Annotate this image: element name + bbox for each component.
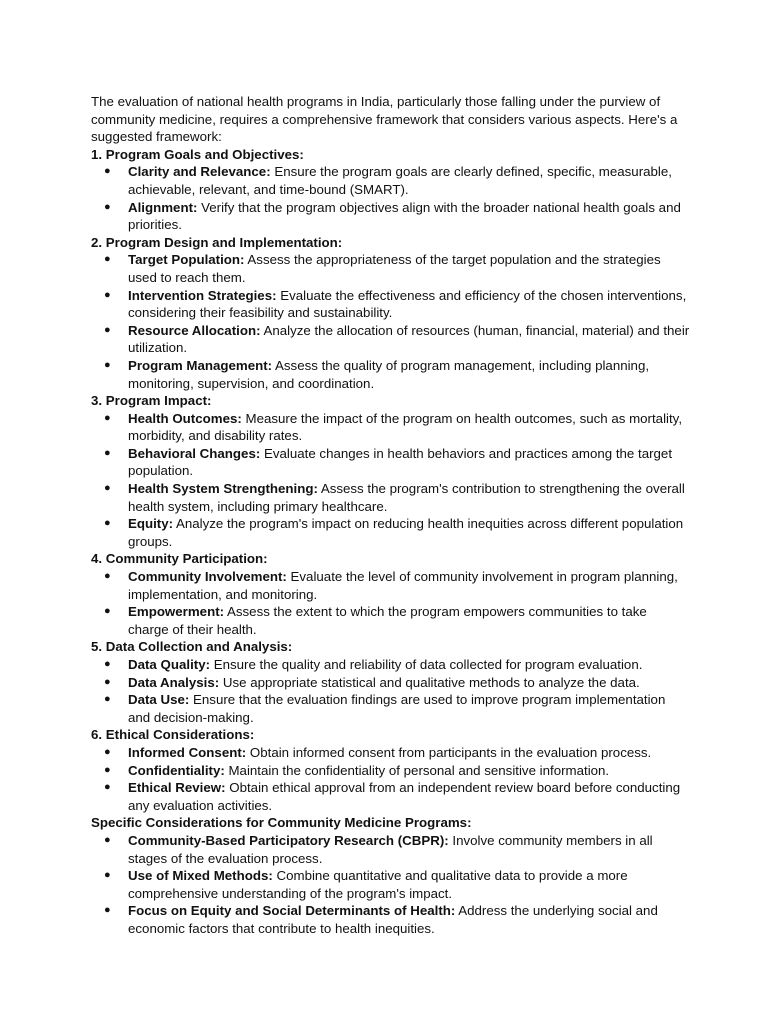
list-item-text: Verify that the program objectives align with the broader national health goals and priorities. [128,199,681,233]
bullet-list [91,568,691,638]
list-item [91,762,691,780]
bullet-list [91,410,691,551]
list-item [91,779,691,814]
list-item-text: Assess the program's contribution to strengthening the overall health system, including primary healthcare. [128,481,685,514]
section-heading: 1. Program Goals and Objectives: [91,146,304,162]
list-item-text: Address the underlying social and economic factors that contribute to health inequities. [128,903,658,936]
list-item-text: Analyze the program's impact on reducing health inequities across different population groups. [128,516,684,549]
list-item-text: Use appropriate statistical and qualitative methods to analyze the data. [219,674,640,690]
list-item [91,568,691,603]
bullet-list [91,163,691,233]
document-page [91,93,691,938]
bullet-icon: ● [104,763,111,776]
list-item-text: Ensure the quality and reliability of data collected for program evaluation. [210,657,643,672]
bullet-icon: ● [104,482,111,495]
bullet-list [91,744,691,814]
bullet-icon: ● [104,904,111,917]
list-item-term: Health Outcomes: [128,410,242,426]
list-item [91,744,691,762]
bullet-list [91,251,691,392]
list-item-text: Combine quantitative and qualitative data to provide a more comprehensive understanding of the program's impact. [128,868,628,901]
list-item-text: Assess the quality of program management, including planning, monitoring, supervision, and coordination. [128,357,650,391]
list-item-term: Health System Strengthening: [128,481,318,497]
list-item-term: Data Quality: [128,657,211,672]
bullet-icon: ● [104,200,111,213]
section-heading: 6. Ethical Considerations: [91,727,255,743]
list-item-term: Data Use: [128,692,190,708]
list-item-term: Informed Consent: [128,744,247,760]
list-item-term: Intervention Strategies: [128,287,277,303]
bullet-icon: ● [104,517,111,530]
bullet-icon: ● [104,658,111,670]
sections-container [91,146,691,938]
bullet-icon: ● [104,833,111,846]
list-item [91,163,691,198]
intro-paragraph: The evaluation of national health programs in India, particularly those falling under the purview of community medicine, requires a comprehensive framework that considers various aspects. Here's a suggested framework: [91,94,678,145]
list-item-text: Evaluate the level of community involvement in program planning, implementation, and monitoring. [128,569,678,602]
list-item-term: Empowerment: [128,604,225,620]
list-item-text: Ensure the program goals are clearly defined, specific, measurable, achievable, relevant, and time-bound (SMART). [128,164,672,197]
list-item-term: Focus on Equity and Social Determinants of Health: [128,903,456,919]
list-item [91,902,691,937]
list-item [91,515,691,550]
list-item-text: Analyze the allocation of resources (human, financial, material) and their utilization. [128,322,690,356]
bullet-icon: ● [104,869,111,882]
bullet-icon: ● [104,411,111,424]
bullet-icon: ● [104,446,111,459]
bullet-icon: ● [104,165,111,178]
list-item [91,287,691,322]
list-item-text: Ensure that the evaluation findings are used to improve program implementation and decision-making. [128,692,666,725]
list-item [91,832,691,867]
list-item [91,410,691,445]
list-item [91,445,691,480]
list-item-term: Confidentiality: [128,762,225,778]
list-item [91,867,691,902]
list-item-term: Equity: [128,516,174,532]
section-heading: 4. Community Participation: [91,551,268,567]
list-item [91,603,691,638]
list-item-term: Resource Allocation: [128,322,261,338]
section-heading: 3. Program Impact: [91,393,212,409]
section-heading: 2. Program Design and Implementation: [91,234,343,250]
list-item-term: Alignment: [128,199,198,215]
bullet-icon: ● [104,781,111,794]
list-item-text: Measure the impact of the program on health outcomes, such as mortality, morbidity, and disability rates. [128,410,683,444]
bullet-icon: ● [104,323,111,336]
list-item [91,199,691,234]
list-item [91,322,691,357]
list-item-term: Ethical Review: [128,780,226,796]
list-item-text: Evaluate changes in health behaviors and practices among the target population. [128,445,673,479]
bullet-icon: ● [104,675,111,688]
list-item-text: Involve community members in all stages of the evaluation process. [128,832,653,866]
bullet-icon: ● [104,570,111,583]
list-item-term: Behavioral Changes: [128,445,261,461]
bullet-icon: ● [104,605,111,618]
list-item [91,357,691,392]
list-item [91,251,691,286]
bullet-list [91,656,691,726]
list-item [91,480,691,515]
list-item-term: Clarity and Relevance: [128,164,271,180]
bullet-icon: ● [104,288,111,301]
list-item-text: Maintain the confidentiality of personal and sensitive information. [224,762,610,778]
list-item-term: Data Analysis: [128,674,220,690]
list-item-term: Community Involvement: [128,569,287,585]
list-item-text: Obtain ethical approval from an independent review board before conducting any evaluation activities. [128,780,681,813]
list-item [91,656,691,674]
list-item-text: Obtain informed consent from participants in the evaluation process. [246,744,652,760]
bullet-icon: ● [104,358,111,371]
bullet-icon: ● [104,693,111,706]
bullet-icon: ● [104,253,111,266]
list-item-text: Assess the extent to which the program empowers communities to take charge of their health. [128,604,647,637]
section-heading: Specific Considerations for Community Medicine Programs: [91,815,472,831]
list-item-text: Assess the appropriateness of the target population and the strategies used to reach them. [128,252,661,285]
list-item-term: Program Management: [128,357,273,373]
list-item-term: Target Population: [128,252,245,268]
list-item [91,691,691,726]
list-item-text: Evaluate the effectiveness and efficiency of the chosen interventions, considering their feasibility and sustainability. [128,287,687,321]
section-heading: 5. Data Collection and Analysis: [91,639,293,655]
bullet-icon: ● [104,745,111,758]
list-item [91,674,691,692]
bullet-list [91,832,691,938]
list-item-term: Community-Based Participatory Research (CBPR): [128,832,449,848]
list-item-term: Use of Mixed Methods: [128,868,273,884]
